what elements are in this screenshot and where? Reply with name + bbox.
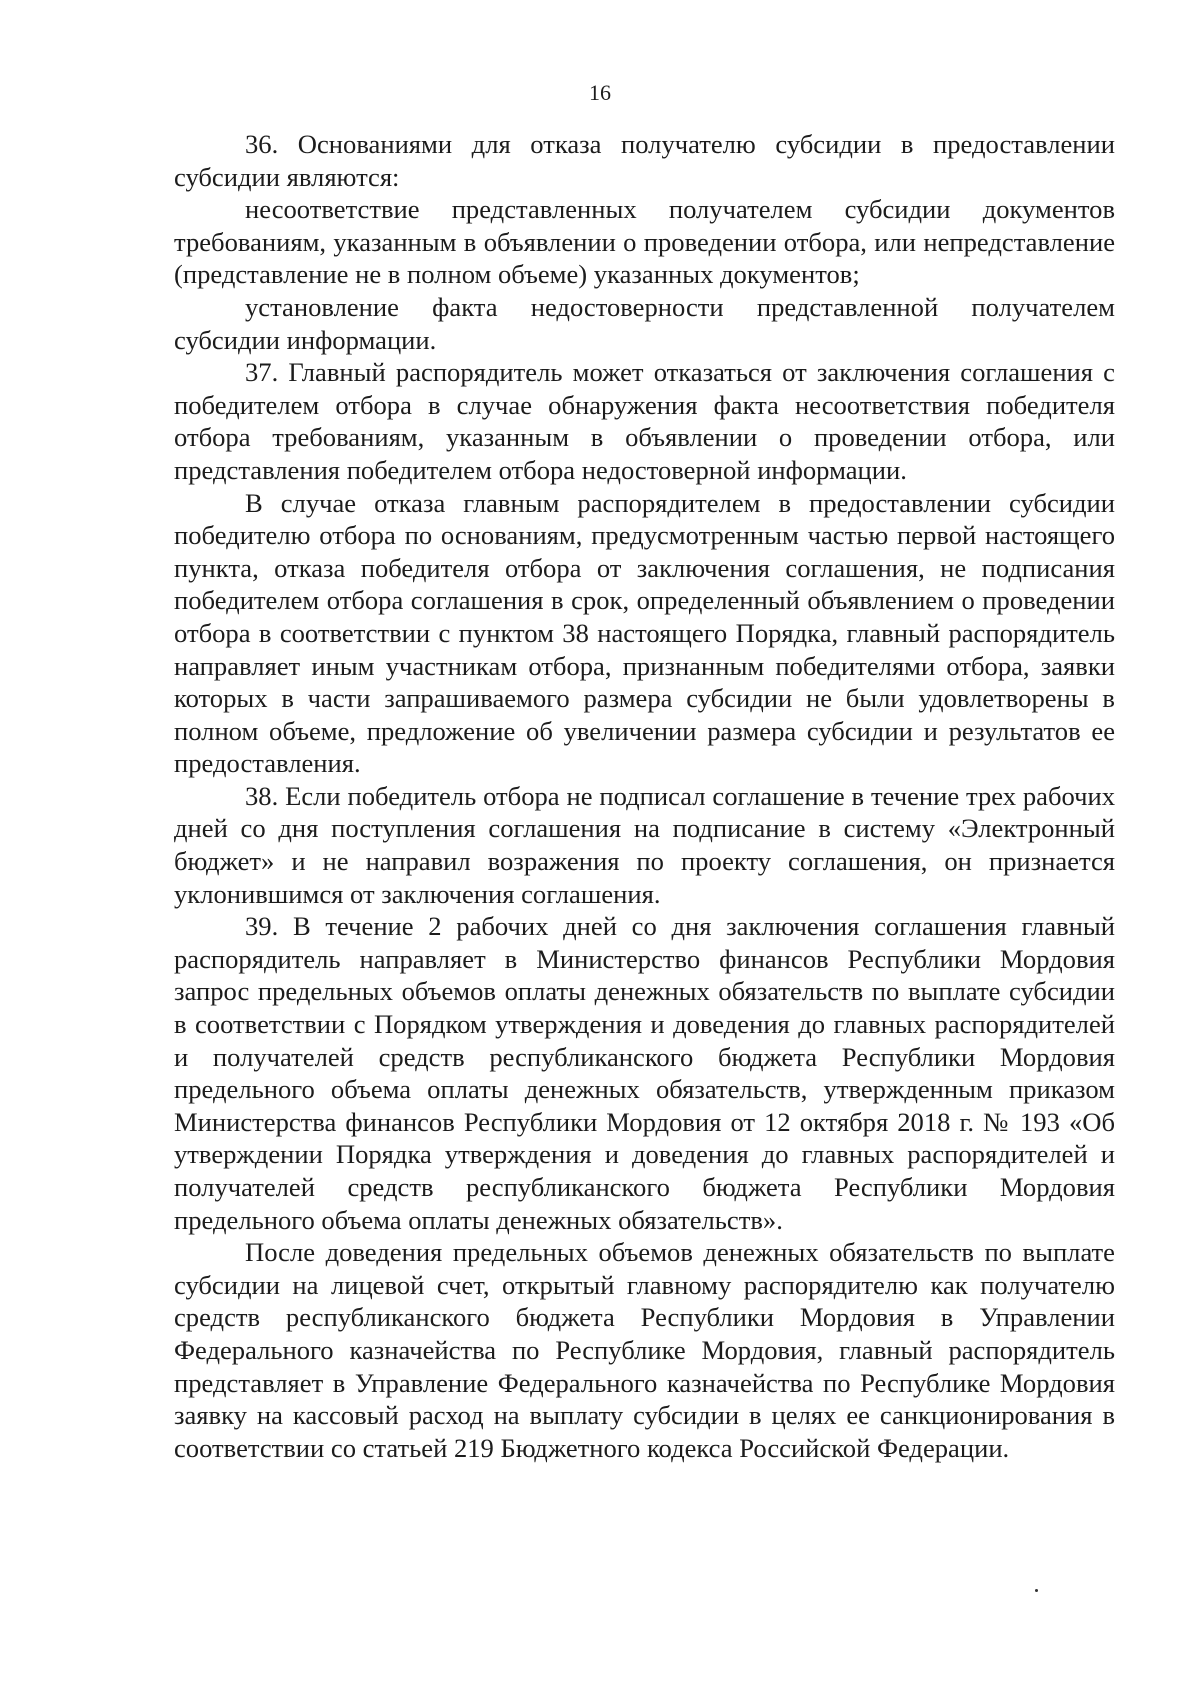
paragraph-38: 38. Если победитель отбора не подписал соглашение в течение трех рабочих дней со дня поступления соглашения на подписание в систему «Электронный бюджет» и не направил возражения по проекту соглашения, он признается уклонившимся от заключения соглашения. — [174, 780, 1115, 909]
paragraph-36-item-1: несоответствие представленных получателем субсидии документов требованиям, указанным в объявлении о проведении отбора, или непредставление (представление не в полном объеме) указанных документов; — [174, 194, 1115, 290]
paragraph-36-item-2: установление факта недостоверности представленной получателем субсидии информации. — [174, 291, 1115, 355]
document-body — [174, 128, 1115, 1464]
paragraph-39-part-2: После доведения предельных объемов денежных обязательств по выплате субсидии на лицевой счет, открытый главному распорядителю как получателю средств республиканского бюджета Республики Мордовия в Управлении Федерального казначейства по Республике Мордовия, главный распорядитель представляет в Управление Федерального казначейства по Республике Мордовия заявку на кассовый расход на выплату субсидии в целях ее санкционирования в соответствии со статьей 219 Бюджетного кодекса Российской Федерации. — [174, 1237, 1115, 1463]
paragraph-36: 36. Основаниями для отказа получателю субсидии в предоставлении субсидии являются: — [174, 129, 1115, 192]
paragraph-39: 39. В течение 2 рабочих дней со дня заключения соглашения главный распорядитель направляет в Министерство финансов Республики Мордовия запрос предельных объемов оплаты денежных обязательств по выплате субсидии в соответствии с Порядком утверждения и доведения до главных распорядителей и получателей средств республиканского бюджета Республики Мордовия предельного объема оплаты денежных обязательств, утвержденным приказом Министерства финансов Республики Мордовия от 12 октября 2018 г. № 193 «Об утверждении Порядка утверждения и доведения до главных распорядителей и получателей средств республиканского бюджета Республики Мордовия предельного объема оплаты денежных обязательств». — [174, 911, 1115, 1235]
paragraph-37-part-2: В случае отказа главным распорядителем в предоставлении субсидии победителю отбора по основаниям, предусмотренным частью первой настоящего пункта, отказа победителя отбора от заключения соглашения, не подписания победителем отбора соглашения в срок, определенный объявлением о проведении отбора в соответствии с пунктом 38 настоящего Порядка, главный распорядитель направляет иным участникам отбора, признанным победителями отбора, заявки которых в части запрашиваемого размера субсидии не были удовлетворены в полном объеме, предложение об увеличении размера субсидии и результатов ее предоставления. — [174, 487, 1115, 779]
paragraph-37: 37. Главный распорядитель может отказаться от заключения соглашения с победителем отбора в случае обнаружения факта несоответствия победителя отбора требованиям, указанным в объявлении о проведении отбора, или представления победителем отбора недостоверной информации. — [174, 357, 1115, 485]
page-number: 16 — [589, 80, 611, 105]
scan-artifact-dot — [1035, 1589, 1038, 1592]
